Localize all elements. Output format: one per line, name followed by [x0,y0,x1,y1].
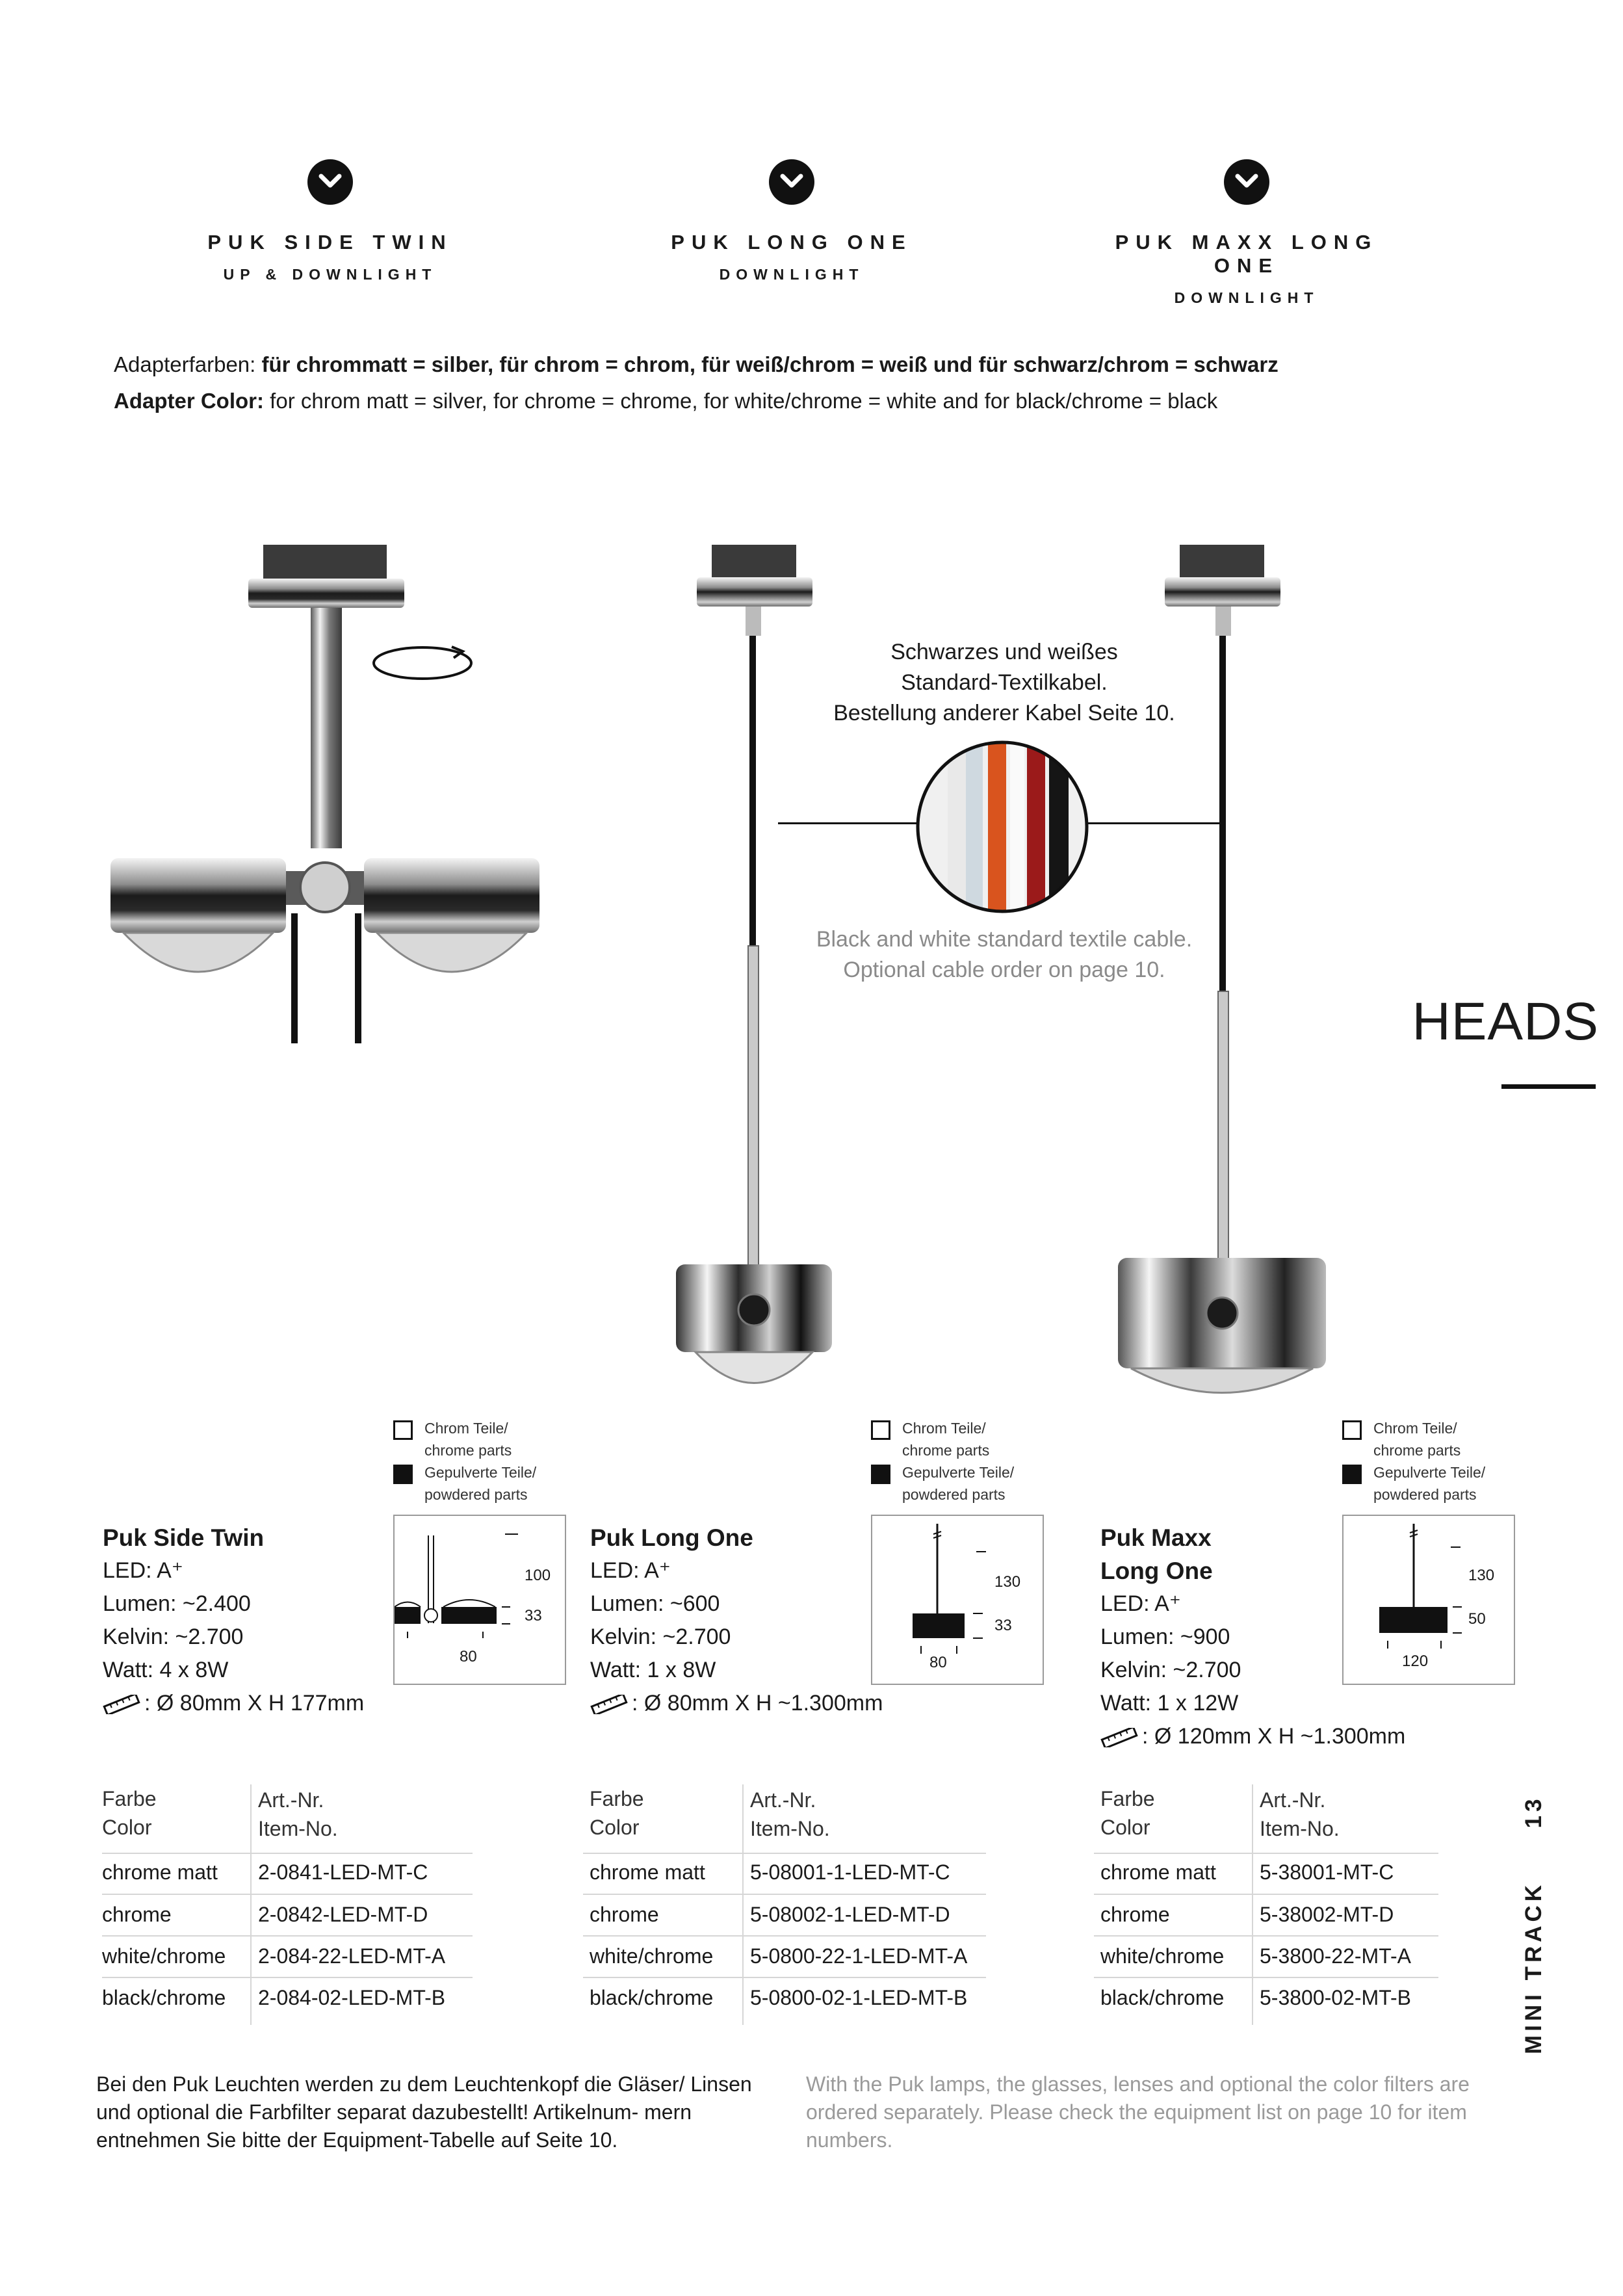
table-row-item: 5-08001-1-LED-MT-C [750,1860,950,1884]
header-puk-long-one [623,159,961,283]
product-led: LED: A⁺ [1100,1591,1181,1616]
product-dimensions: : Ø 80mm X H ~1.300mm [590,1687,883,1720]
adapter-label-en: Adapter Color: [114,389,264,413]
product-dimensions: : Ø 120mm X H ~1.300mm [1100,1720,1405,1753]
product-led: LED: A⁺ [103,1558,183,1583]
product-led: LED: A⁺ [590,1558,671,1583]
cable-sample-image [915,740,1089,914]
product-watt: Watt: 1 x 12W [1100,1691,1239,1715]
dimension-width: 80 [929,1654,947,1671]
product-name: Puk Long One [590,1524,753,1551]
item-table-side-twin [102,1784,473,2031]
header-title: PUK MAXX LONG ONE [1115,231,1379,277]
page-number: 13 [1521,1795,1546,1829]
product-lumen: Lumen: ~600 [590,1591,720,1616]
table-header-item: Art.-Nr. Item-No. [750,1788,830,1840]
table-row-color: chrome [102,1903,172,1926]
dimension-height: 100 [525,1567,551,1584]
legend-maxx-long-one: Chrom Teile/ chrome parts Gepulverte Teile/ powdered parts [1342,1417,1485,1506]
product-watt: Watt: 4 x 8W [103,1658,229,1682]
table-row-color: black/chrome [590,1986,714,2009]
table-row-color: black/chrome [102,1986,226,2009]
table-row-color: chrome matt [590,1860,705,1884]
table-row-item: 5-0800-22-1-LED-MT-A [750,1944,968,1968]
table-row-item: 5-0800-02-1-LED-MT-B [750,1986,968,2009]
adapter-text-de: für chrommatt = silber, für chrom = chrom, für weiß/chrom = weiß und für schwarz/chrom = schwarz [261,352,1279,376]
product-name-line2: Long One [1100,1558,1213,1584]
table-row-color: white/chrome [1100,1944,1225,1968]
table-header-item: Art.-Nr. Item-No. [1260,1788,1340,1840]
chevron-down-icon[interactable] [1224,159,1269,205]
item-table-maxx-long-one [1094,1784,1438,2031]
product-kelvin: Kelvin: ~2.700 [1100,1658,1241,1682]
header-subtitle: UP & DOWNLIGHT [223,266,437,283]
chrome-parts-swatch [1342,1420,1362,1440]
product-info-side-twin [103,1521,364,1720]
cable-pointer-left [778,822,918,824]
order-note-de: Bei den Puk Leuchten werden zu dem Leuchtenkopf die Gläser/ Linsen und optional die Farbfilter separat dazubestellt! Artikelnum- mern entnehmen Sie bitte der Equipment-Tabelle auf Seite 10. [96,2072,752,2152]
dimension-head: 50 [1468,1610,1486,1628]
table-header-color: Farbe Color [1100,1787,1155,1839]
table-row-color: white/chrome [102,1944,226,1968]
table-row-item: 2-0842-LED-MT-D [258,1903,428,1926]
powdered-parts-swatch [871,1465,890,1484]
powdered-parts-swatch [1342,1465,1362,1484]
dimension-height: 130 [1468,1567,1495,1584]
chevron-down-icon[interactable] [307,159,353,205]
cable-note-de: Schwarzes und weißes Standard-Textilkabel. Bestellung anderer Kabel Seite 10. [833,640,1175,725]
adapter-text-en: for chrom matt = silver, for chrome = chrome, for white/chrome = white and for black/chrome = black [270,389,1218,413]
ruler-icon [103,1695,140,1714]
table-row-color: chrome [1100,1903,1170,1926]
header-title: PUK LONG ONE [671,231,913,254]
table-row-color: white/chrome [590,1944,714,1968]
table-row-color: chrome [590,1903,659,1926]
adapter-colors-en [114,389,1217,413]
side-label [1521,1690,1547,2054]
cable-pointer-right [1085,822,1225,824]
header-title: PUK SIDE TWIN [207,231,453,254]
item-table-long-one [583,1784,986,2031]
legend-long-one: Chrom Teile/ chrome parts Gepulverte Teile/ powdered parts [871,1417,1014,1506]
product-info-long-one [590,1521,883,1720]
header-puk-side-twin [161,159,499,283]
dimension-width: 80 [460,1648,477,1665]
table-row-item: 5-08002-1-LED-MT-D [750,1903,950,1926]
product-info-maxx-long-one [1100,1521,1405,1753]
product-lumen: Lumen: ~900 [1100,1624,1230,1649]
dimension-diagram-side-twin [393,1515,566,1685]
dimension-head: 33 [994,1617,1012,1634]
dimension-width: 120 [1402,1652,1429,1670]
product-name-line1: Puk Maxx [1100,1524,1212,1551]
table-row-color: black/chrome [1100,1986,1225,2009]
section-title-underline [1501,1084,1596,1089]
product-kelvin: Kelvin: ~2.700 [103,1624,244,1649]
adapter-colors-de [114,352,1279,377]
product-dimensions: : Ø 80mm X H 177mm [103,1687,364,1720]
header-puk-maxx-long-one [1078,159,1416,307]
product-watt: Watt: 1 x 8W [590,1658,716,1682]
table-row-item: 5-38001-MT-C [1260,1860,1394,1884]
cable-note-en: Black and white standard textile cable. Optional cable order on page 10. [816,927,1193,982]
powdered-parts-swatch [393,1465,413,1484]
header-subtitle: DOWNLIGHT [719,266,864,283]
table-header-color: Farbe Color [590,1787,644,1839]
product-image-side-twin [104,533,559,1118]
dimension-head: 33 [525,1607,542,1624]
table-header-color: Farbe Color [102,1787,157,1839]
product-lumen: Lumen: ~2.400 [103,1591,251,1616]
dimension-height: 130 [994,1573,1021,1591]
side-label-text: MINI TRACK [1521,1881,1546,2054]
table-row-item: 2-0841-LED-MT-C [258,1860,428,1884]
table-row-item: 5-3800-22-MT-A [1260,1944,1411,1968]
table-row-color: chrome matt [1100,1860,1216,1884]
ruler-icon [1100,1728,1138,1747]
section-title: HEADS [1412,992,1599,1051]
table-header-item: Art.-Nr. Item-No. [258,1788,338,1840]
chevron-down-icon[interactable] [769,159,814,205]
table-row-item: 5-38002-MT-D [1260,1903,1394,1926]
product-name: Puk Side Twin [103,1524,265,1551]
product-kelvin: Kelvin: ~2.700 [590,1624,731,1649]
table-row-color: chrome matt [102,1860,218,1884]
order-note-en: With the Puk lamps, the glasses, lenses and optional the color filters are ordered separately. Please check the equipment list on page 10 for item numbers. [806,2072,1470,2152]
table-row-item: 5-3800-02-MT-B [1260,1986,1411,2009]
table-row-item: 2-084-22-LED-MT-A [258,1944,446,1968]
table-row-item: 2-084-02-LED-MT-B [258,1986,446,2009]
ruler-icon [590,1695,628,1714]
legend-side-twin: Chrom Teile/ chrome parts Gepulverte Teile/ powdered parts [393,1417,536,1506]
adapter-label-de: Adapterfarben: [114,352,256,376]
dimension-diagram-long-one [871,1515,1044,1685]
chrome-parts-swatch [393,1420,413,1440]
header-subtitle: DOWNLIGHT [1174,289,1319,306]
chrome-parts-swatch [871,1420,890,1440]
